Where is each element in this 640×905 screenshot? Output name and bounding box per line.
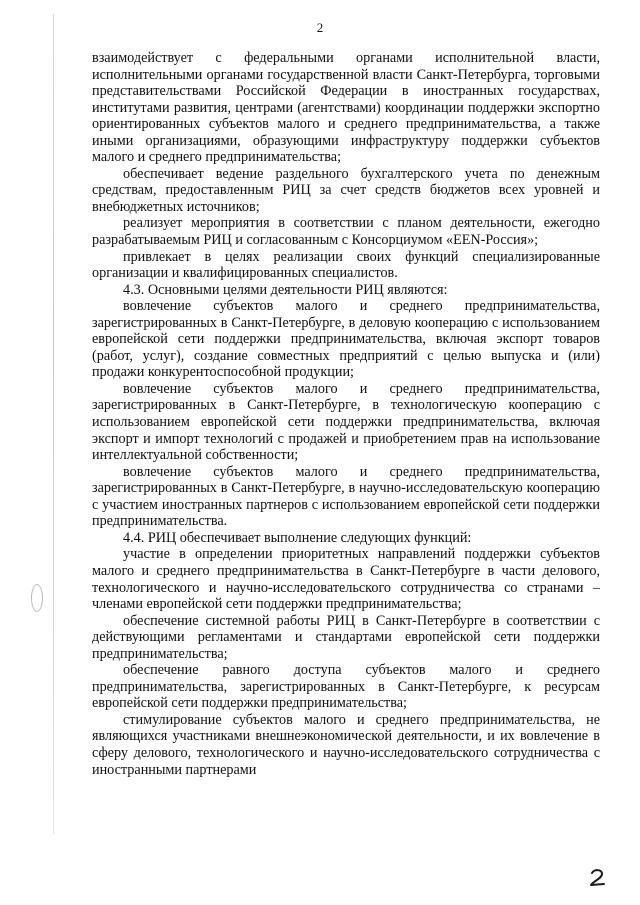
goal-technology-cooperation: вовлечение субъектов малого и среднего предпринимательства, зарегистрированных в Санкт-Петербурге, в технологическую кооперацию с использованием европейской сети поддержки предпринимательства, включая экспорт и импорт технологий с продажей и приобретением прав на использование интеллектуальной собственности; bbox=[92, 380, 600, 464]
scan-margin-line bbox=[53, 14, 54, 834]
handwritten-page-mark bbox=[588, 867, 608, 887]
goal-research-cooperation: вовлечение субъектов малого и среднего предпринимательства, зарегистрированных в Санкт-Петербурге, в научно-исследовательскую кооперацию с участием иностранных партнеров с использованием европейской сети поддержки предпринимательства. bbox=[92, 463, 600, 530]
paragraph-accounting: обеспечивает ведение раздельного бухгалтерского учета по денежным средствам, предоставленным РИЦ за счет средств бюджетов всех уровней и внебюджетных источников; bbox=[92, 165, 600, 215]
scan-hole-punch-mark bbox=[31, 584, 43, 612]
paragraph-interaction: взаимодействует с федеральными органами исполнительной власти, исполнительными органами государственной власти Санкт-Петербурга, торговыми представительствами Российской Федерации в иностранных государствах, институтами развития, центрами (агентствами) координации поддержки экспортно ориентированных субъектов малого и среднего предпринимательства, а также иными организациями, образующими инфраструктуру поддержки субъектов малого и среднего предпринимательства; bbox=[92, 50, 600, 166]
page-number: 2 bbox=[316, 20, 324, 35]
function-stimulation: стимулирование субъектов малого и среднего предпринимательства, не являющихся участниками внешнеэкономической деятельности, и их вовлечение в сферу делового, технологического и научно-исследовательского сотрудничества с иностранными партнерами bbox=[92, 711, 600, 778]
paragraph-activities-plan: реализует мероприятия в соответствии с планом деятельности, ежегодно разрабатываемым РИЦ и согласованным с Консорциумом «EEN-Россия»; bbox=[92, 215, 600, 249]
document-body bbox=[92, 50, 600, 778]
paragraph-specialists: привлекает в целях реализации своих функций специализированные организации и квалифицированных специалистов. bbox=[92, 248, 600, 282]
function-priority-directions: участие в определении приоритетных направлений поддержки субъектов малого и среднего предпринимательства в Санкт-Петербурге в части делового, технологического и научно-исследовательского сотрудничества со странами – членами европейской сети поддержки предпринимательства; bbox=[92, 546, 600, 613]
section-4-4-heading: 4.4. РИЦ обеспечивает выполнение следующих функций: bbox=[123, 529, 472, 546]
goal-business-cooperation: вовлечение субъектов малого и среднего предпринимательства, зарегистрированных в Санкт-Петербурге, в деловую кооперацию с использованием европейской сети поддержки предпринимательства, включая экспорт товаров (работ, услуг), создание совместных предприятий с целью выпуска и (или) продажи конкурентоспособной продукции; bbox=[92, 298, 600, 381]
section-4-3-heading: 4.3. Основными целями деятельности РИЦ являются: bbox=[123, 281, 448, 298]
function-systemic-work: обеспечение системной работы РИЦ в Санкт-Петербурге в соответствии с действующими регламентами и стандартами европейской сети поддержки предпринимательства; bbox=[92, 612, 600, 662]
function-equal-access: обеспечение равного доступа субъектов малого и среднего предпринимательства, зарегистрированных в Санкт-Петербурге, к ресурсам европейской сети поддержки предпринимательства; bbox=[92, 662, 600, 712]
